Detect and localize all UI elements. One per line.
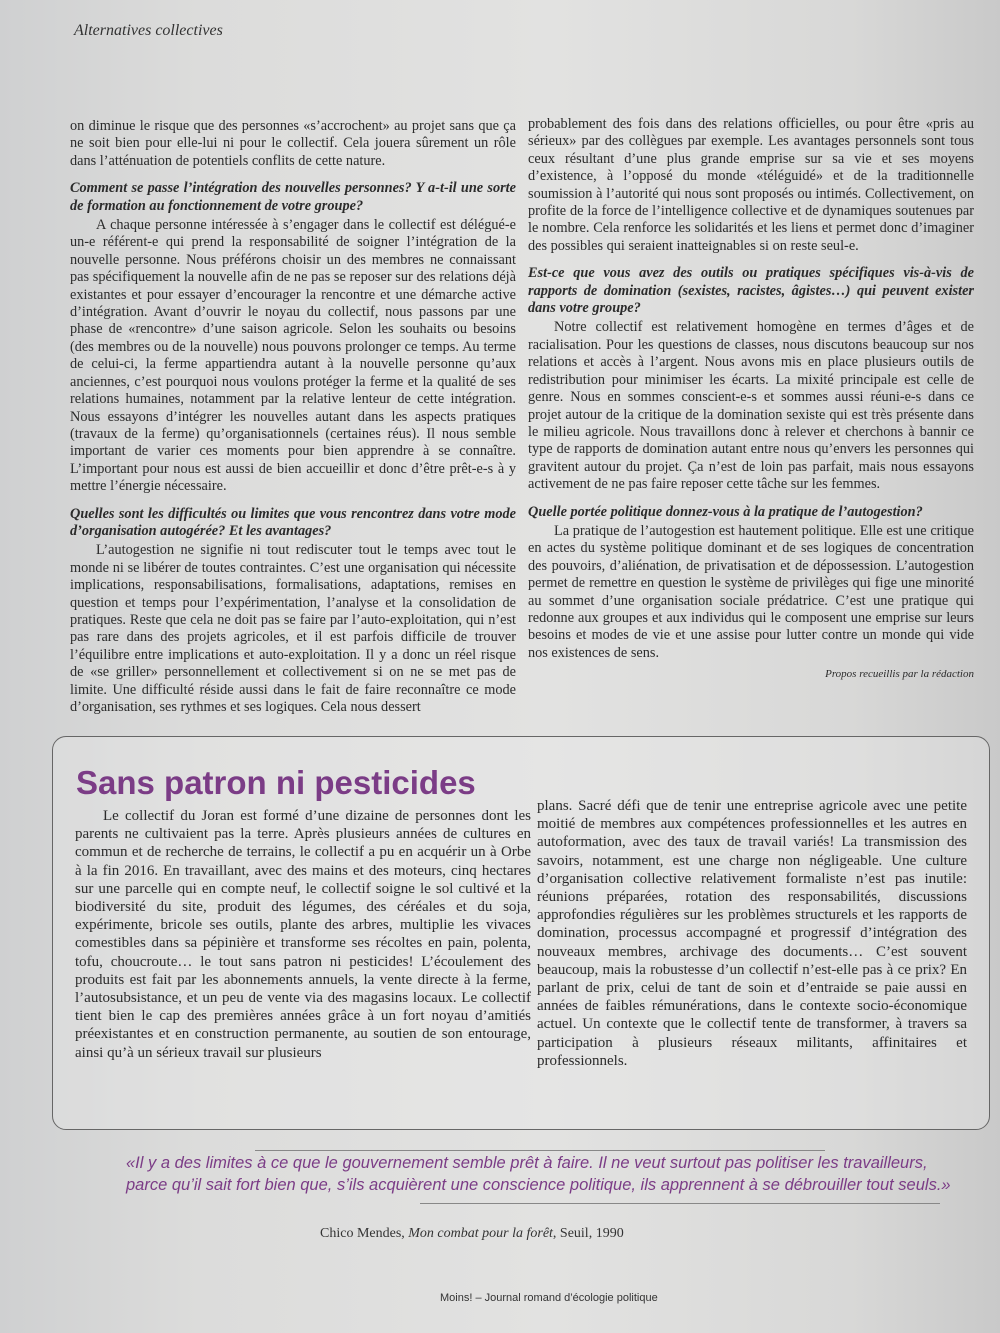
article-credit: Propos recueillis par la rédaction [825,668,974,681]
page-footer: Moins! – Journal romand d’écologie politique [440,1292,658,1304]
paragraph: Notre collectif est relativement homogène en termes d’âges et de racialisation. Pour les questions de classes, nous discutons beaucoup sur nos relations et accès à l’argent. Nous avons mis en place plusieurs outils de redistribution pour minimiser les écarts. La mixité principale est celle de genre. Nous en sommes conscient-e-s et sommes aussi réuni-e-s dans ce projet autour de la critique de la domination sexiste qui est très présente dans le milieu agricole. Nous travaillons donc à relever et cherchons à bannir ce type de rapports de domination autant entre nous qu’envers les personnes qui gravitent autour du projet. Ça n’est de loin pas parfait, mais nous essayons activement de ne pas faire reposer cette tâche sur les femmes. [528,319,974,493]
box-right-column [537,797,967,1070]
interview-question: Quelle portée politique donnez-vous à la pratique de l’autogestion? [528,503,923,520]
pull-quote [126,1152,956,1196]
paragraph: plans. Sacré défi que de tenir une entreprise agricole avec une petite moitié de membres aux compétences professionnelles et les autres en autoformation, avec des taux de travail variés! La transmission des savoirs, notamment, est une charge non négligeable. Une culture d’organisation collective relativement formaliste n’est pas inutile: réunions préparées, rotation des responsabilités, discussions approfondies régulières sur les problèmes structurels et les rapports de domination, processus accompagné et progressif d’intégration des nouveaux membres, archivage des documents… C’est souvent beaucoup, mais la robustesse d’un collectif n’est-elle pas à ce prix? En parlant de prix, celui de tant de soin et d’entraide se paie aussi en années de faibles rémunérations, dans le contexte socio-économique actuel. Un contexte que le collectif tente de transformer, à travers sa participation à plusieurs réseaux militants, affinitaires et professionnels. [537,798,967,1069]
interview-question: Comment se passe l’intégration des nouvelles personnes? Y a-t-il une sorte de formation au fonctionnement de votre groupe? [70,180,516,214]
paragraph: on diminue le risque que des personnes «s’accrochent» au projet sans que ça ne soit bien pour elle-lui ni pour le collectif. Cela jouera sûrement un rôle dans l’atténuation de potentiels conflits de cette nature. [70,118,516,169]
paragraph: La pratique de l’autogestion est hautement politique. Elle est une critique en actes du système politique dominant et de ses logiques de concentration des pouvoirs, d’aliénation, de privatisation et de dépossession. L’autogestion permet de remettre en question le système de privilèges qui fige une minorité au sommet d’une organisation sociale prédatrice. C’est une pratique qui redonne aux groupes et aux individus qui le composent une emprise sur leurs besoins et modes de vie et une assise pour lutter contre un monde qui vide nos existences de sens. [528,522,974,661]
paragraph: Le collectif du Joran est formé d’une dizaine de personnes dont les parents ne cultivaient pas la terre. Après plusieurs années de cultures en commun et de recherche de terrains, le collectif a pu en acquérir un à Orbe à la fin 2016. En travaillant, avec des mains et des moteurs, cinq hectares sur une parcelle qui en compte neuf, le collectif soigne le sol cultivé et la biodiversité du site, produit des légumes, des céréales et du soja, expérimente, bricole ses outils, plante des arbres, multiplie les vivaces comestibles dans sa pépinière et transforme ses récoltes en pain, polenta, tofu, choucroute… le tout sans patron ni pesticides! L’écoulement des produits est fait par les abonnements annuels, la vente directe à la ferme, l’autosubsistance, et un peu de vente via des magasins locaux. Le collectif tient bien le cap des premières années grâce à un fort noyau d’amitiés préexistantes et en construction permanente, au soutien de son entourage, ainsi qu’à un sérieux travail sur plusieurs [75,808,531,1061]
quote-author: Chico Mendes, [320,1226,405,1241]
divider [420,1203,940,1204]
quote-source [320,1226,624,1242]
quote-line: parce qu’il sait fort bien que, s’ils acquièrent une conscience politique, ils apprennent à se débrouiller tout seuls.» [126,1176,951,1194]
paragraph: probablement des fois dans des relations officielles, ou pour être «pris au sérieux» par des collègues par exemple. Les avantages personnels sont tous ceux résultant d’une plus grande emprise sur sa vie et ses moyens d’existence, à l’opposé du monde «téléguidé» et de la traditionnelle soumission à l’autorité qui nous sont proposés ou intimés. Collectivement, on profite de la force de l’intelligence collective et de dynamiques soutenues par le nombre. Cela renforce les solidarités et les liens et permet donc d’imaginer des possibles qui seraient inatteignables si on reste seul-e. [528,116,974,254]
quote-line: «Il y a des limites à ce que le gouvernement semble prêt à faire. Il ne veut surtout pas politiser les travailleurs, [126,1154,928,1172]
quote-work: Mon combat pour la forêt [408,1226,553,1241]
quote-details: , Seuil, 1990 [552,1226,624,1241]
paragraph: L’autogestion ne signifie ni tout rediscuter tout le temps avec tout le monde ni se libérer de toutes contraintes. C’est une organisation qui nécessite implications, responsabilisations, formalisations, adaptations, remises en question et temps pour l’expérimentation, l’analyse et la consolidation de pratiques. Reste que cela ne doit pas se faire par l’auto-exploitation, qui n’est pas rare dans des projets agricoles, et il est parfois difficile de trouver l’équilibre entre implications et auto-exploitation. Il y a donc un réel risque de «se griller» personnellement et collectivement si on ne se met pas de limite. Une difficulté réside aussi dans le fait de faire reconnaître ce mode d’organisation, ses rythmes et ses logiques. Cela nous dessert [70,542,516,715]
divider [255,1150,825,1151]
interview-question: Quelles sont les difficultés ou limites que vous rencontrez dans votre mode d’organisation autogérée? Et les avantages? [70,505,516,539]
paragraph: A chaque personne intéressée à s’engager dans le collectif est délégué-e un-e référent-e qui prend la responsabilité de soigner l’intégration de la nouvelle personne. Nous préférons choisir un des membres ne connaissant pas spécifiquement la nouvelle afin de ne pas se reposer sur des relations déjà existantes et pour essayer d’encourager la rencontre et une démarche active d’intégration. Avant d’ouvrir le noyau du collectif, nous passons par une phase de «rencontre» d’une saison agricole. Selon les souhaits ou besoins (des membres ou de la nouvelle) nous pouvons prolonger ce temps. Au terme de celui-ci, la ferme appartiendra autant à la nouvelle personne qu’aux anciennes, c’est pourquoi nous voulons protéger la ferme et la qualité de ses relations humaines, notamment par la relative lenteur de cette intégration. Nous essayons d’intégrer les nouvelles autant dans les aspects pratiques (travaux de la ferme) qu’organisationnels (certaines réus). Il nous semble important de varier ces moments pour bien apprendre à se connaître. L’important pour nous est aussi de bien accueillir et donc d’être prêt-e-s à y mettre l’énergie nécessaire. [70,217,516,495]
box-title: Sans patron ni pesticides [76,764,476,801]
article-left-column [70,118,516,716]
section-header: Alternatives collectives [74,22,223,39]
article-right-column [528,116,974,684]
interview-question: Est-ce que vous avez des outils ou pratiques spécifiques vis-à-vis de rapports de domination (sexistes, racistes, âgistes…) qui peuvent exister dans votre groupe? [528,265,974,317]
box-left-column [75,807,531,1062]
